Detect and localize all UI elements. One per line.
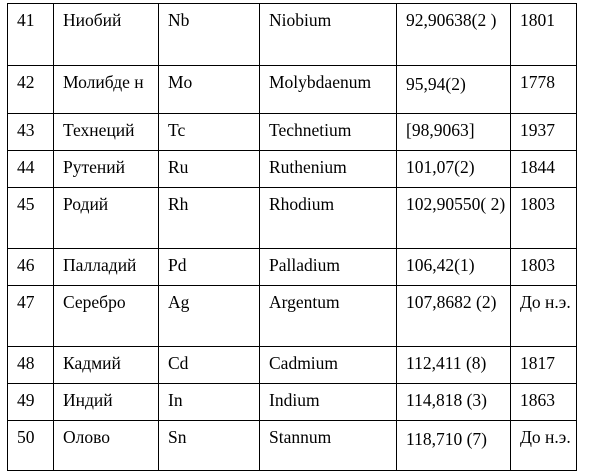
cell-name-ru: Рутений [54, 151, 159, 188]
cell-number: 46 [8, 249, 54, 286]
table-row [8, 114, 577, 151]
cell-atomic-mass: 118,710 (7) [397, 421, 511, 471]
cell-name-ru: Родий [54, 188, 159, 249]
cell-number: 49 [8, 384, 54, 421]
cell-year: 1844 [511, 151, 577, 188]
cell-number: 45 [8, 188, 54, 249]
cell-number: 48 [8, 347, 54, 384]
table-row [8, 66, 577, 114]
cell-atomic-mass: 101,07(2) [397, 151, 511, 188]
table-row [8, 384, 577, 421]
table-row [8, 188, 577, 249]
cell-name-lat: Rhodium [260, 188, 397, 249]
cell-name-ru: Олово [54, 421, 159, 471]
cell-atomic-mass: 92,90638(2 ) [397, 4, 511, 66]
cell-name-lat: Molybdaenum [260, 66, 397, 114]
cell-symbol: Mo [159, 66, 260, 114]
cell-symbol: Tc [159, 114, 260, 151]
cell-name-ru: Молибде н [54, 66, 159, 114]
cell-year: 1817 [511, 347, 577, 384]
cell-name-ru: Технеций [54, 114, 159, 151]
cell-number: 47 [8, 286, 54, 347]
cell-symbol: Rh [159, 188, 260, 249]
cell-name-ru: Кадмий [54, 347, 159, 384]
cell-number: 43 [8, 114, 54, 151]
cell-name-lat: Ruthenium [260, 151, 397, 188]
cell-name-lat: Stannum [260, 421, 397, 471]
cell-year: 1801 [511, 4, 577, 66]
cell-year: До н.э. [511, 421, 577, 471]
cell-name-lat: Palladium [260, 249, 397, 286]
cell-atomic-mass: 107,8682 (2) [397, 286, 511, 347]
cell-atomic-mass: [98,9063] [397, 114, 511, 151]
cell-number: 44 [8, 151, 54, 188]
cell-name-ru: Палладий [54, 249, 159, 286]
table-row [8, 151, 577, 188]
cell-year: 1778 [511, 66, 577, 114]
cell-year: 1803 [511, 188, 577, 249]
cell-name-lat: Indium [260, 384, 397, 421]
cell-year: 1803 [511, 249, 577, 286]
cell-atomic-mass: 102,90550( 2) [397, 188, 511, 249]
cell-atomic-mass: 114,818 (3) [397, 384, 511, 421]
cell-name-ru: Ниобий [54, 4, 159, 66]
cell-number: 50 [8, 421, 54, 471]
cell-symbol: Ag [159, 286, 260, 347]
table-row [8, 4, 577, 66]
cell-symbol: Pd [159, 249, 260, 286]
cell-atomic-mass: 112,411 (8) [397, 347, 511, 384]
cell-name-lat: Cadmium [260, 347, 397, 384]
cell-name-ru: Серебро [54, 286, 159, 347]
cell-symbol: Nb [159, 4, 260, 66]
cell-symbol: In [159, 384, 260, 421]
cell-name-lat: Technetium [260, 114, 397, 151]
table-row [8, 347, 577, 384]
cell-atomic-mass: 95,94(2) [397, 66, 511, 114]
table-row [8, 421, 577, 471]
cell-name-ru: Индий [54, 384, 159, 421]
cell-symbol: Ru [159, 151, 260, 188]
table-row [8, 286, 577, 347]
cell-symbol: Cd [159, 347, 260, 384]
elements-table [7, 3, 577, 471]
cell-number: 41 [8, 4, 54, 66]
cell-year: 1937 [511, 114, 577, 151]
cell-symbol: Sn [159, 421, 260, 471]
cell-year: До н.э. [511, 286, 577, 347]
cell-atomic-mass: 106,42(1) [397, 249, 511, 286]
cell-name-lat: Niobium [260, 4, 397, 66]
cell-name-lat: Argentum [260, 286, 397, 347]
cell-year: 1863 [511, 384, 577, 421]
cell-number: 42 [8, 66, 54, 114]
table-row [8, 249, 577, 286]
